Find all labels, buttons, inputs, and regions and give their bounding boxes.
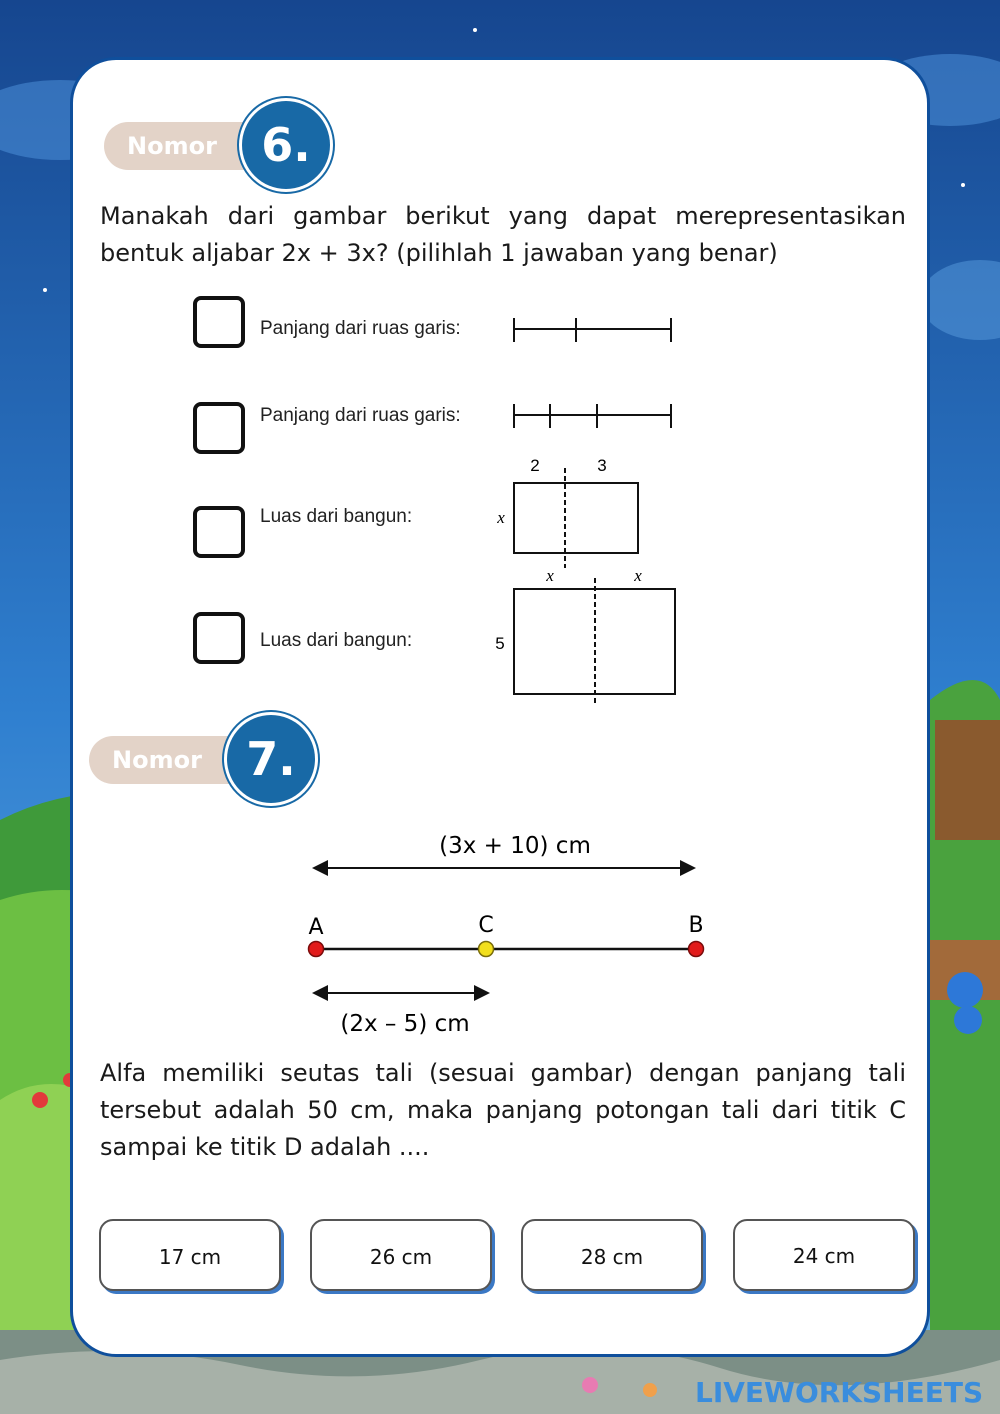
question-6-number: 6. [261, 118, 311, 172]
point-a-label: A [308, 915, 324, 940]
label-side: x [497, 508, 505, 527]
option-4-checkbox[interactable] [193, 612, 245, 664]
answer-option-4[interactable]: 24 cm [733, 1219, 915, 1291]
question-7-number-badge [227, 715, 315, 803]
point-a [309, 942, 324, 957]
point-b [689, 942, 704, 957]
label-top-right: 3 [597, 456, 607, 475]
option-3-checkbox[interactable] [193, 506, 245, 558]
option-4-label: Luas dari bangun: [260, 630, 413, 651]
rectangle [514, 483, 638, 553]
question-6-text: Manakah dari gambar berikut yang dapat merepresentasikan bentuk aljabar 2x + 3x? (pilihlah 1 jawaban yang benar) [100, 202, 906, 267]
label-top-left: x [546, 566, 554, 585]
label-side: 5 [495, 634, 505, 653]
question-7-label: Nomor [112, 746, 202, 774]
question-6-number-badge [242, 101, 330, 189]
part-length-label: (2x – 5) cm [340, 1011, 470, 1037]
question-7-number: 7. [246, 732, 296, 786]
answer-option-3[interactable]: 28 cm [521, 1219, 703, 1291]
rope-diagram [300, 820, 720, 1040]
label-top-left: 2 [530, 456, 540, 475]
rectangle-split-2-3-icon [490, 452, 650, 572]
segment-four-parts-icon [505, 398, 685, 434]
option-1-label: Panjang dari ruas garis: [260, 318, 461, 339]
segment-two-parts-icon [505, 312, 685, 348]
answer-option-2[interactable]: 26 cm [310, 1219, 492, 1291]
rectangle-split-x-x-icon [490, 564, 690, 710]
option-2-label: Panjang dari ruas garis: [260, 405, 461, 426]
question-7-text: Alfa memiliki seutas tali (sesuai gambar) dengan panjang tali tersebut adalah 50 cm, maka panjang potongan tali dari titik C sampai ke titik D adalah .... [100, 1059, 906, 1161]
label-top-right: x [634, 566, 642, 585]
option-2-checkbox[interactable] [193, 402, 245, 454]
option-1-checkbox[interactable] [193, 296, 245, 348]
point-b-label: B [688, 913, 704, 938]
question-6-label: Nomor [127, 132, 217, 160]
point-c [479, 942, 494, 957]
option-3-label: Luas dari bangun: [260, 506, 413, 527]
liveworksheets-logo: LIVEWORKSHEETS [695, 1376, 984, 1409]
answer-option-1[interactable]: 17 cm [99, 1219, 281, 1291]
point-c-label: C [478, 913, 494, 938]
total-length-label: (3x + 10) cm [439, 833, 591, 859]
